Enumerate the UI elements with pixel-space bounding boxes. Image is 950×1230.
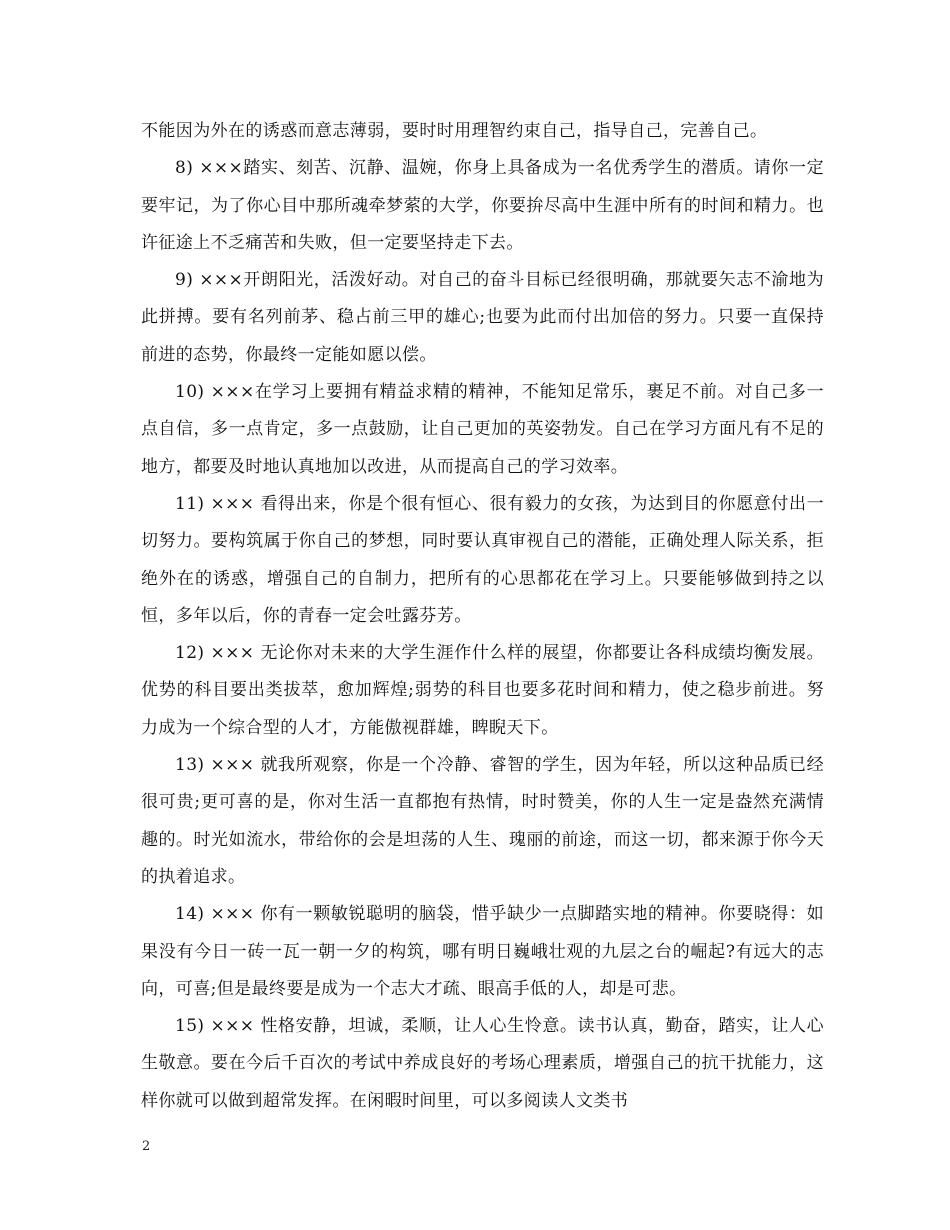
paragraph-item-9: 9) ×××开朗阳光，活泼好动。对自己的奋斗目标已经很明确，那就要矢志不渝地为此拼搏。要有名列前茅、稳占前三甲的雄心;也要为此而付出加倍的努力。只要一直保持前进的态势，你最终一定能如愿以偿。 [141, 270, 824, 365]
paragraph-item-11: 11) ××× 看得出来，你是个很有恒心、很有毅力的女孩，为达到目的你愿意付出一切努力。要构筑属于你自己的梦想，同时要认真审视自己的潜能，正确处理人际关系，拒绝外在的诱惑，增强自己的自制力，把所有的心思都花在学习上。只要能够做到持之以恒，多年以后，你的青春一定会吐露芬芳。 [141, 493, 824, 626]
paragraph-continuation: 不能因为外在的诱惑而意志薄弱，要时时用理智约束自己，指导自己，完善自己。 [141, 121, 768, 141]
page-number: 2 [142, 1139, 151, 1154]
paragraph-item-13: 13) ××× 就我所观察，你是一个冷静、睿智的学生，因为年轻，所以这种品质已经很可贵;更可喜的是，你对生活一直都抱有热情，时时赞美，你的人生一定是盎然充满情趣的。时光如流水，带给你的会是坦荡的人生、瑰丽的前途，而这一切，都来源于你今天的执着追求。 [141, 755, 824, 887]
paragraph-item-10: 10) ×××在学习上要拥有精益求精的精神，不能知足常乐，裹足不前。对自己多一点自信，多一点肯定，多一点鼓励，让自己更加的英姿勃发。自己在学习方面凡有不足的地方，都要及时地认真地加以改进，从而提高自己的学习效率。 [141, 382, 824, 477]
paragraph-item-12: 12) ××× 无论你对未来的大学生涯作什么样的展望，你都要让各科成绩均衡发展。优势的科目要出类拔萃，愈加辉煌;弱势的科目也要多花时间和精力，使之稳步前进。努力成为一个综合型的人才，方能傲视群雄，睥睨天下。 [141, 643, 824, 738]
paragraph-item-15: 15) ××× 性格安静，坦诚，柔顺，让人心生怜意。读书认真，勤奋，踏实，让人心生敬意。要在今后千百次的考试中养成良好的考场心理素质，增强自己的抗干扰能力，这样你就可以做到超常发挥。在闲暇时间里，可以多阅读人文类书 [141, 1016, 824, 1111]
document-body [141, 113, 824, 1120]
paragraph-item-8: 8) ×××踏实、刻苦、沉静、温婉，你身上具备成为一名优秀学生的潜质。请你一定要牢记，为了你心目中那所魂牵梦萦的大学，你要拚尽高中生涯中所有的时间和精力。也许征途上不乏痛苦和失败，但一定要坚持走下去。 [141, 158, 824, 253]
paragraph-item-14: 14) ××× 你有一颗敏锐聪明的脑袋，惜乎缺少一点脚踏实地的精神。你要晓得：如果没有今日一砖一瓦一朝一夕的构筑，哪有明日巍峨壮观的九层之台的崛起?有远大的志向，可喜;但是最终要是成为一个志大才疏、眼高手低的人，却是可悲。 [141, 904, 824, 999]
